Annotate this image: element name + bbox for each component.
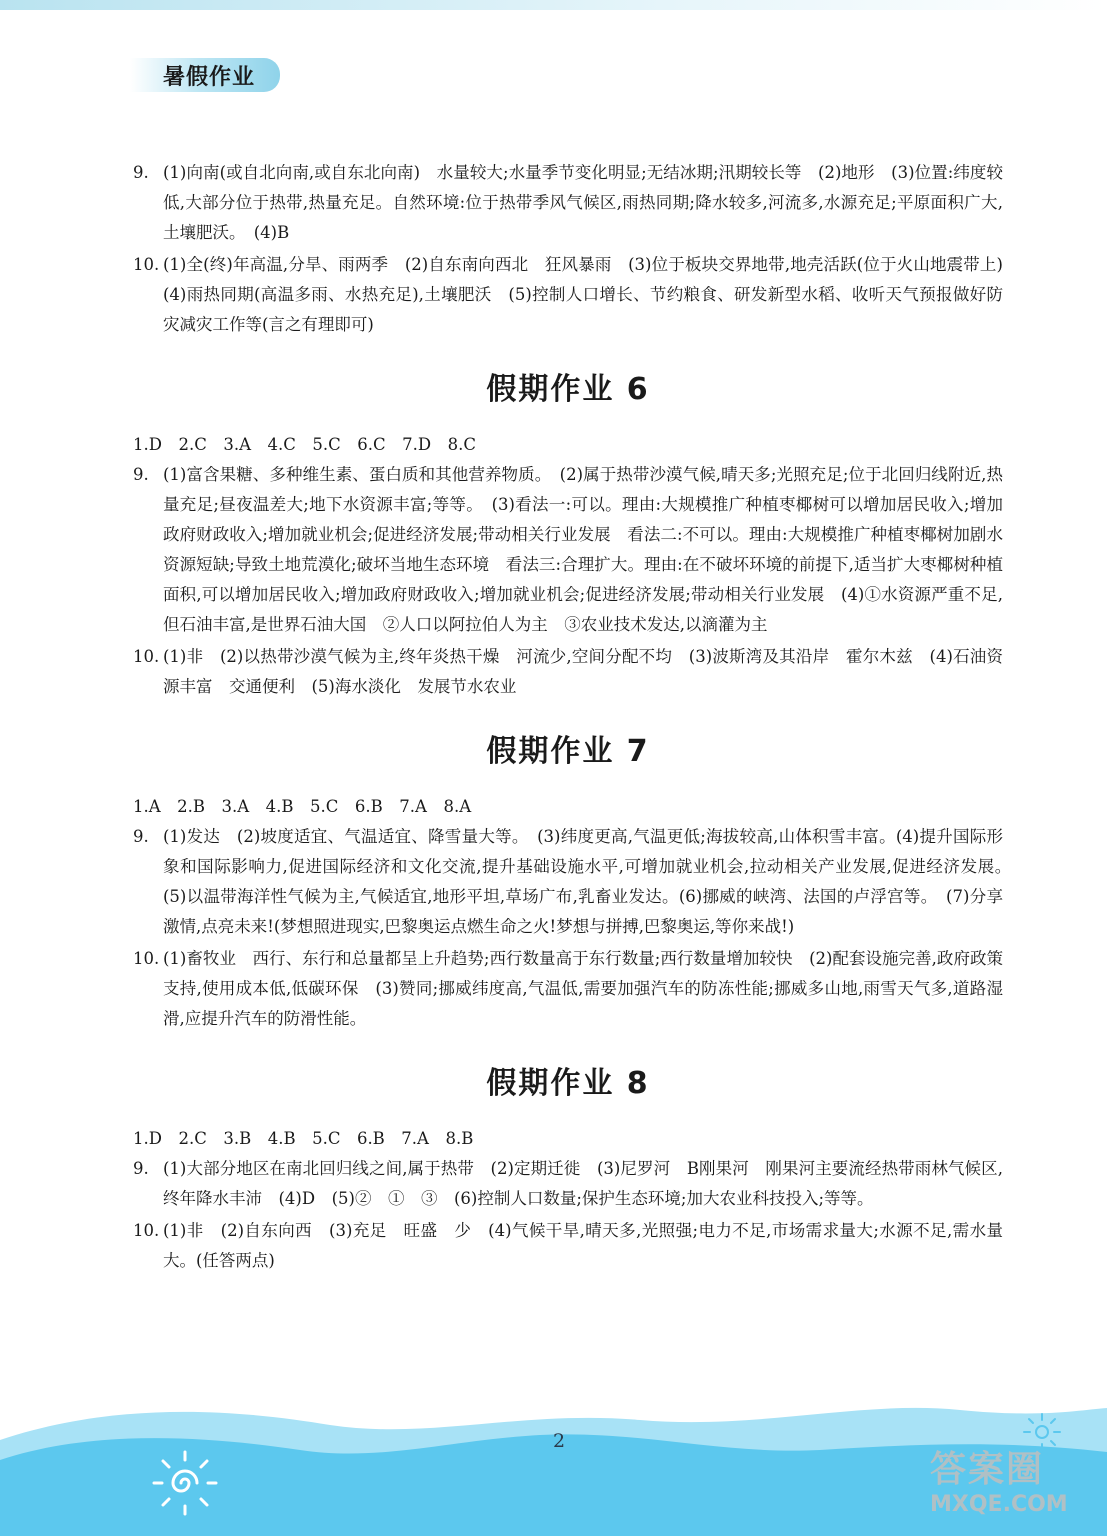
item-text: (1)畜牧业 西行、东行和总量都呈上升趋势;西行数量高于东行数量;西行数量增加较快 (2)配套设施完善,政府政策支持,使用成本低,低碳环保 (3)赞同;挪威纬度高,气温低,需要加强汽车的防冻性能;挪威多山地,雨雪天气多,道路湿滑,应提升汽车的防滑性能。	[163, 949, 1003, 1028]
section-title-6: 假期作业 6	[486, 372, 650, 407]
answer-item-intro-10	[133, 250, 1020, 340]
item-number: 10.	[133, 647, 160, 666]
item-text: (1)非 (2)以热带沙漠气候为主,终年炎热干燥 河流少,空间分配不均 (3)波斯湾及其沿岸 霍尔木兹 (4)石油资源丰富 交通便利 (5)海水淡化 发展节水农业	[163, 647, 1003, 696]
multiple-choice-answers-8: 1.D 2.C 3.B 4.B 5.C 6.B 7.A 8.B	[133, 1129, 474, 1148]
answer-item-7-10	[133, 944, 1003, 1034]
top-decor-band	[0, 0, 1107, 10]
answer-item-8-10	[133, 1216, 1003, 1276]
answer-item-6-9	[133, 460, 1003, 640]
watermark-logo	[930, 1448, 1100, 1528]
item-text: (1)向南(或自北向南,或自东北向南) 水量较大;水量季节变化明显;无结冰期;汛期较长等 (2)地形 (3)位置:纬度较低,大部分位于热带,热量充足。自然环境:位于热带季风气候区,雨热同期;降水较多,河流多,水源充足;平原面积广大,土壤肥沃。 (4)B	[163, 163, 1003, 242]
item-number: 10.	[133, 255, 160, 274]
answer-item-7-9	[133, 822, 1020, 942]
item-text: (1)发达 (2)坡度适宜、气温适宜、降雪量大等。 (3)纬度更高,气温更低;海拔较高,山体积雪丰富。(4)提升国际形象和国际影响力,促进国际经济和文化交流,提升基础设施水平,可增加就业机会,拉动相关产业发展,促进经济发展。 (5)以温带海洋性气候为主,气候适宜,地形平坦,草场广布,乳畜业发达。(6)挪威的峡湾、法国的卢浮宫等。 (7)分享激情,点亮未来!(梦想照进现实,巴黎奥运点燃生命之火!梦想与拼搏,巴黎奥运,等你来战!)	[163, 827, 1020, 936]
item-text: (1)全(终)年高温,分旱、雨两季 (2)自东南向西北 狂风暴雨 (3)位于板块交界地带,地壳活跃(位于火山地震带上) (4)雨热同期(高温多雨、水热充足),土壤肥沃 (5)控制人口增长、节约粮食、研发新型水稻、收听天气预报做好防灾减灾工作等(言之有理即可)	[163, 255, 1020, 334]
answer-item-intro-9	[133, 158, 1003, 248]
watermark-url: MXQE.COM	[930, 1492, 1068, 1517]
item-number: 10.	[133, 949, 160, 968]
item-number: 9.	[133, 465, 149, 484]
sun-spiral-icon	[150, 1448, 220, 1518]
watermark-logo-text: 答案圈	[930, 1449, 1045, 1490]
multiple-choice-answers-6: 1.D 2.C 3.A 4.C 5.C 6.C 7.D 8.C	[133, 435, 476, 454]
section-title-8: 假期作业 8	[486, 1066, 650, 1101]
item-number: 9.	[133, 827, 149, 846]
page-number: 2	[553, 1430, 566, 1452]
item-text: (1)大部分地区在南北回归线之间,属于热带 (2)定期迁徙 (3)尼罗河 B刚果河 刚果河主要流经热带雨林气候区,终年降水丰沛 (4)D (5)② ① ③ (6)控制人口数量;保护生态环境;加大农业科技投入;等等。	[163, 1159, 1003, 1208]
answer-content	[133, 158, 1020, 1276]
item-number: 9.	[133, 1159, 149, 1178]
answer-item-8-9	[133, 1154, 1003, 1214]
item-text: (1)富含果糖、多种维生素、蛋白质和其他营养物质。 (2)属于热带沙漠气候,晴天多;光照充足;位于北回归线附近,热量充足;昼夜温差大;地下水资源丰富;等等。 (3)看法一:可以。理由:大规模推广种植枣椰树可以增加居民收入;增加政府财政收入;增加就业机会;促进经济发展;带动相关行业发展 看法二:不可以。理由:大规模推广种植枣椰树加剧水资源短缺;导致土地荒漠化;破坏当地生态环境 看法三:合理扩大。理由:在不破坏环境的前提下,适当扩大枣椰树种植面积,可以增加居民收入;增加政府财政收入;增加就业机会;促进经济发展;带动相关行业发展 (4)①水资源严重不足,但石油丰富,是世界石油大国 ②人口以阿拉伯人为主 ③农业技术发达,以滴灌为主	[163, 465, 1003, 634]
section-title-7: 假期作业 7	[486, 734, 650, 769]
page-header-title: 暑假作业	[163, 65, 256, 90]
multiple-choice-answers-7: 1.A 2.B 3.A 4.B 5.C 6.B 7.A 8.A	[133, 797, 472, 816]
answer-item-6-10	[133, 642, 1003, 702]
item-text: (1)非 (2)自东向西 (3)充足 旺盛 少 (4)气候干旱,晴天多,光照强;电力不足,市场需求量大;水源不足,需水量大。(任答两点)	[163, 1221, 1003, 1270]
item-number: 10.	[133, 1221, 160, 1240]
item-number: 9.	[133, 163, 149, 182]
